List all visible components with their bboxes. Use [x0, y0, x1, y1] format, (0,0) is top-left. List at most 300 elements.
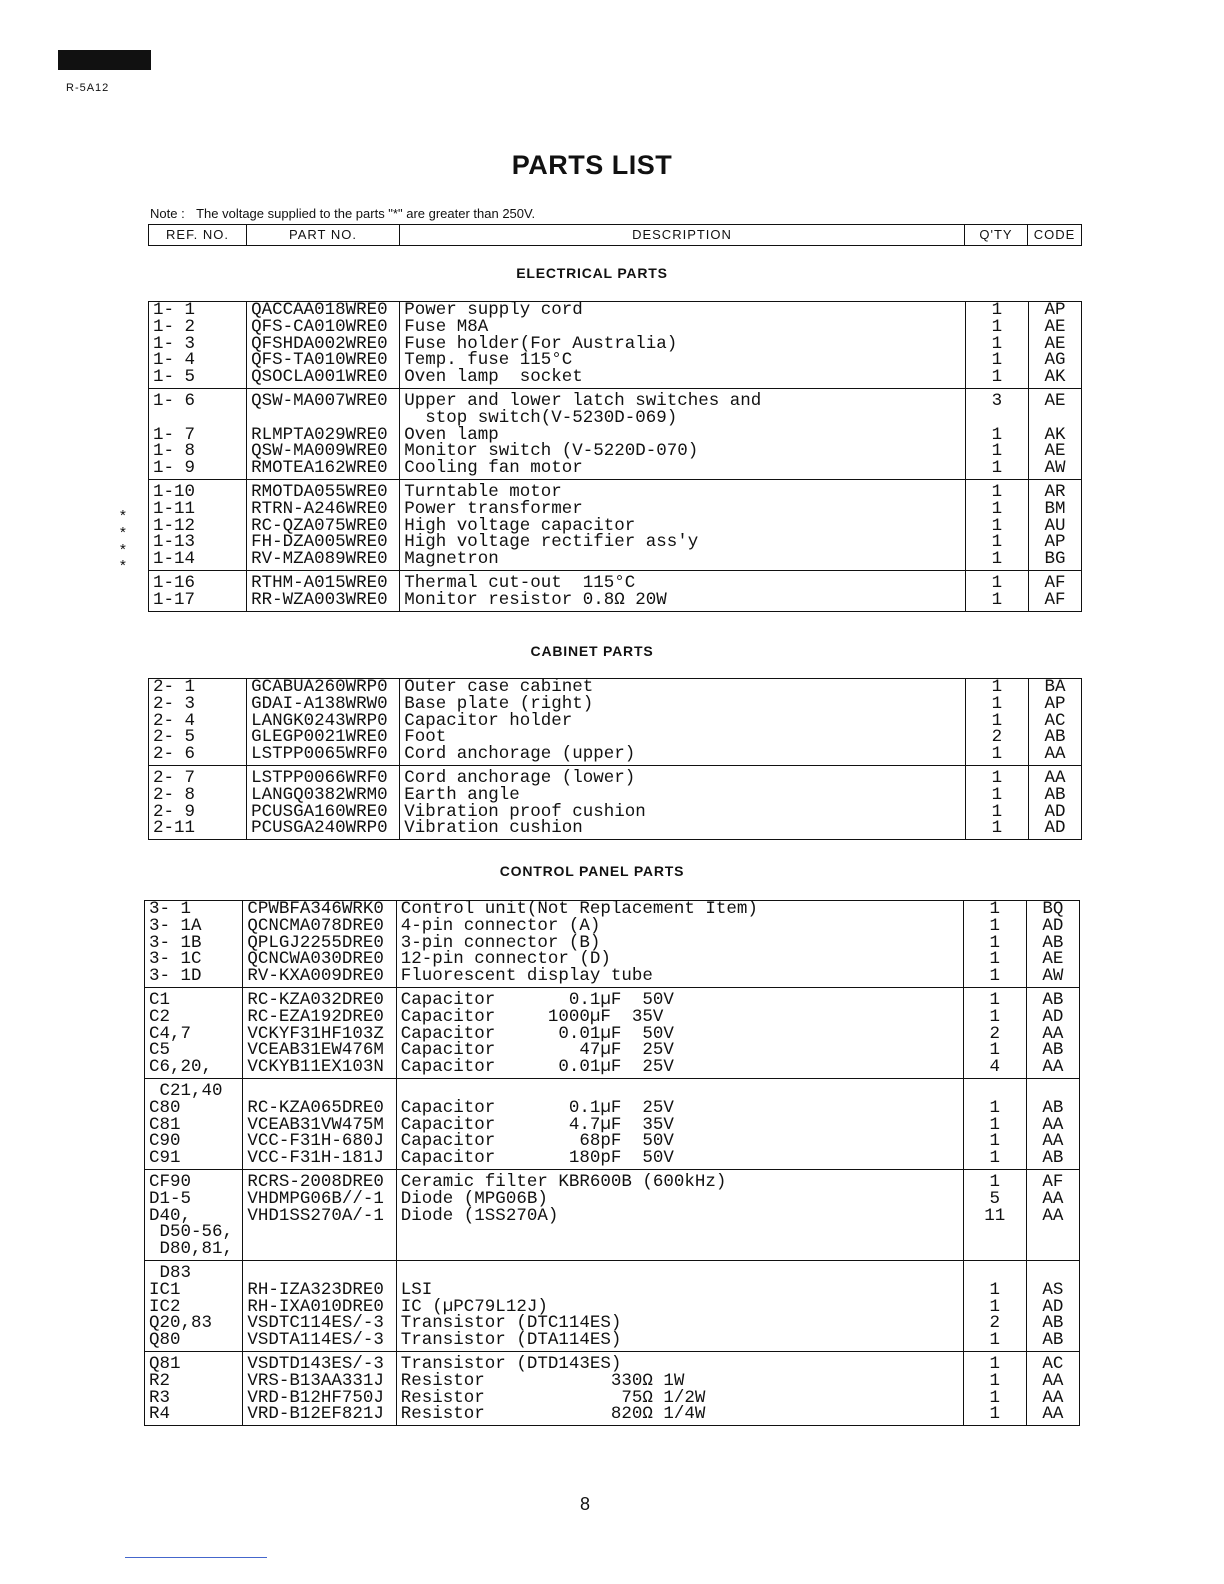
- table-row: [145, 968, 1080, 987]
- cell-qty: 1: [965, 804, 1028, 821]
- cell-part: VCKYF31HF103Z: [243, 1026, 396, 1043]
- cell-desc: Vibration proof cushion: [400, 804, 966, 821]
- cell-desc: Cord anchorage (lower): [400, 765, 966, 786]
- cell-qty: 1: [963, 1351, 1026, 1372]
- cell-part: QCNCWA030DRE0: [243, 951, 396, 968]
- cell-desc: Upper and lower latch switches and: [400, 388, 966, 409]
- cell-desc: Capacitor holder: [400, 713, 966, 730]
- table-row: [145, 1208, 1080, 1225]
- cell-desc: Capacitor 47µF 25V: [396, 1042, 963, 1059]
- table-row: [149, 765, 1082, 786]
- cell-desc: Base plate (right): [400, 696, 966, 713]
- table-row: [145, 1169, 1080, 1190]
- cell-qty: 1: [965, 551, 1028, 570]
- cell-code: AK: [1028, 427, 1081, 444]
- header-qty: Q'TY: [965, 225, 1028, 245]
- cell-ref: 1-13: [149, 534, 247, 551]
- cell-qty: 11: [963, 1208, 1026, 1225]
- cell-code: AE: [1026, 951, 1079, 968]
- star-marker: *: [120, 523, 126, 541]
- section-title-cabinet: CABINET PARTS: [530, 643, 654, 659]
- cell-desc: Power transformer: [400, 501, 966, 518]
- cell-ref: Q20,83: [145, 1315, 243, 1332]
- cell-ref: R4: [145, 1406, 243, 1425]
- cell-qty: 2: [963, 1315, 1026, 1332]
- cell-ref: Q81: [145, 1351, 243, 1372]
- cell-desc: Capacitor 0.01µF 50V: [396, 1026, 963, 1043]
- table-row: [145, 1351, 1080, 1372]
- cell-ref: 2- 1: [149, 679, 247, 696]
- cell-qty: 1: [963, 987, 1026, 1008]
- cell-desc: Monitor switch (V-5220D-070): [400, 443, 966, 460]
- cell-ref: 1-12: [149, 518, 247, 535]
- cell-part: VCEAB31EW476M: [243, 1042, 396, 1059]
- cell-code: [1026, 1260, 1079, 1281]
- cell-part: QFS-TA010WRE0: [247, 352, 400, 369]
- cell-part: VCC-F31H-181J: [243, 1150, 396, 1169]
- footer-line: [125, 1557, 267, 1558]
- cell-part: GLEGP0021WRE0: [247, 729, 400, 746]
- cell-desc: [396, 1241, 963, 1260]
- cell-ref: 2- 8: [149, 787, 247, 804]
- cell-qty: 1: [963, 1133, 1026, 1150]
- cell-qty: [963, 1078, 1026, 1099]
- cell-qty: 2: [965, 729, 1028, 746]
- cell-part: VRS-B13AA331J: [243, 1373, 396, 1390]
- cell-code: AP: [1028, 534, 1081, 551]
- cell-ref: 1- 5: [149, 369, 247, 388]
- cell-code: [1026, 1078, 1079, 1099]
- cell-qty: 1: [965, 427, 1028, 444]
- cell-desc: Capacitor 0.01µF 25V: [396, 1059, 963, 1078]
- table-header: [148, 224, 1082, 246]
- cell-ref: 2- 4: [149, 713, 247, 730]
- cell-qty: 1: [963, 1299, 1026, 1316]
- cell-qty: 3: [965, 388, 1028, 409]
- cell-ref: C4,7: [145, 1026, 243, 1043]
- cell-part: QACCAA018WRE0: [247, 302, 400, 319]
- cell-part: RC-KZA032DRE0: [243, 987, 396, 1008]
- cell-part: LSTPP0065WRF0: [247, 746, 400, 765]
- table-row: [149, 479, 1082, 500]
- cell-ref: C5: [145, 1042, 243, 1059]
- section-title-control-panel: CONTROL PANEL PARTS: [499, 863, 685, 879]
- cell-ref: D83: [145, 1260, 243, 1281]
- table-row: [145, 1059, 1080, 1078]
- cell-desc: High voltage rectifier ass'y: [400, 534, 966, 551]
- cell-desc: Capacitor 180pF 50V: [396, 1150, 963, 1169]
- cell-desc: Diode (MPG06B): [396, 1191, 963, 1208]
- cell-code: AA: [1026, 1026, 1079, 1043]
- cell-ref: 3- 1: [145, 901, 243, 918]
- cell-qty: 1: [965, 501, 1028, 518]
- cell-ref: 3- 1A: [145, 918, 243, 935]
- corner-black-bar: [58, 50, 151, 70]
- table-row: [149, 460, 1082, 479]
- cell-ref: 2- 3: [149, 696, 247, 713]
- cell-part: RMOTDA055WRE0: [247, 479, 400, 500]
- star-marker: *: [120, 507, 126, 524]
- cell-ref: 1- 7: [149, 427, 247, 444]
- cell-desc: High voltage capacitor: [400, 518, 966, 535]
- cell-ref: D80,81,: [145, 1241, 243, 1260]
- cell-desc: Oven lamp socket: [400, 369, 966, 388]
- cell-part: LANGK0243WRP0: [247, 713, 400, 730]
- cell-qty: 1: [963, 1390, 1026, 1407]
- cell-ref: R3: [145, 1390, 243, 1407]
- cell-code: AK: [1028, 369, 1081, 388]
- cell-desc: 3-pin connector (B): [396, 935, 963, 952]
- cell-desc: Transistor (DTA114ES): [396, 1332, 963, 1351]
- cell-qty: 1: [963, 935, 1026, 952]
- cell-code: AA: [1026, 1191, 1079, 1208]
- cell-ref: D1-5: [145, 1191, 243, 1208]
- table-row: [145, 1373, 1080, 1390]
- cell-part: [243, 1241, 396, 1260]
- table-row: [149, 570, 1082, 591]
- cell-qty: 4: [963, 1059, 1026, 1078]
- cell-desc: 4-pin connector (A): [396, 918, 963, 935]
- cell-ref: 2-11: [149, 820, 247, 839]
- cell-part: RV-KXA009DRE0: [243, 968, 396, 987]
- cell-qty: 1: [963, 1169, 1026, 1190]
- cell-code: AD: [1026, 1299, 1079, 1316]
- cell-code: [1026, 1224, 1079, 1241]
- cell-qty: 2: [963, 1026, 1026, 1043]
- cell-desc: Fluorescent display tube: [396, 968, 963, 987]
- cell-ref: 1-17: [149, 592, 247, 611]
- cell-ref: 2- 9: [149, 804, 247, 821]
- cell-qty: [963, 1224, 1026, 1241]
- cell-desc: Capacitor 1000µF 35V: [396, 1009, 963, 1026]
- cell-part: RMOTEA162WRE0: [247, 460, 400, 479]
- cell-qty: 1: [965, 460, 1028, 479]
- cell-desc: LSI: [396, 1282, 963, 1299]
- cell-desc: Thermal cut-out 115°C: [400, 570, 966, 591]
- cell-ref: C1: [145, 987, 243, 1008]
- cell-part: VCEAB31VW475M: [243, 1117, 396, 1134]
- table-row: [145, 1282, 1080, 1299]
- cell-qty: 1: [963, 918, 1026, 935]
- cell-qty: [963, 1260, 1026, 1281]
- cell-part: RC-KZA065DRE0: [243, 1100, 396, 1117]
- cell-code: AA: [1026, 1208, 1079, 1225]
- cell-desc: Transistor (DTD143ES): [396, 1351, 963, 1372]
- cell-desc: Cord anchorage (upper): [400, 746, 966, 765]
- cabinet-parts-table: [148, 678, 1082, 840]
- cell-code: [1026, 1241, 1079, 1260]
- cell-ref: CF90: [145, 1169, 243, 1190]
- cell-qty: 1: [963, 1100, 1026, 1117]
- cell-code: AS: [1026, 1282, 1079, 1299]
- cell-ref: 1- 4: [149, 352, 247, 369]
- cell-qty: 1: [965, 592, 1028, 611]
- cell-qty: 1: [963, 1282, 1026, 1299]
- cell-ref: C6,20,: [145, 1059, 243, 1078]
- cell-code: AF: [1026, 1169, 1079, 1190]
- cell-qty: 1: [965, 336, 1028, 353]
- cell-code: AC: [1028, 713, 1081, 730]
- cell-part: QSOCLA001WRE0: [247, 369, 400, 388]
- table-row: [149, 551, 1082, 570]
- cell-code: BM: [1028, 501, 1081, 518]
- table-row: [145, 1406, 1080, 1425]
- electrical-parts-table: [148, 301, 1082, 612]
- cell-code: AC: [1026, 1351, 1079, 1372]
- cell-desc: Outer case cabinet: [400, 679, 966, 696]
- cell-qty: 1: [963, 1406, 1026, 1425]
- table-row: [145, 1260, 1080, 1281]
- cell-code: AA: [1026, 1373, 1079, 1390]
- cell-part: VCKYB11EX103N: [243, 1059, 396, 1078]
- cell-ref: D50-56,: [145, 1224, 243, 1241]
- cell-qty: 5: [963, 1191, 1026, 1208]
- cell-desc: Fuse M8A: [400, 319, 966, 336]
- cell-qty: 1: [963, 1042, 1026, 1059]
- table-row: [149, 746, 1082, 765]
- cell-qty: 1: [965, 369, 1028, 388]
- cell-qty: 1: [965, 696, 1028, 713]
- table-row: [145, 1332, 1080, 1351]
- cell-code: AA: [1026, 1390, 1079, 1407]
- header-code: CODE: [1033, 227, 1076, 242]
- cell-ref: Q80: [145, 1332, 243, 1351]
- cell-code: AB: [1026, 1332, 1079, 1351]
- cell-part: RLMPTA029WRE0: [247, 427, 400, 444]
- cell-code: AE: [1028, 336, 1081, 353]
- cell-ref: 3- 1C: [145, 951, 243, 968]
- cell-ref: 1- 9: [149, 460, 247, 479]
- cell-code: AA: [1026, 1117, 1079, 1134]
- cell-qty: [963, 1241, 1026, 1260]
- cell-qty: 1: [965, 820, 1028, 839]
- cell-code: AU: [1028, 518, 1081, 535]
- cell-ref: C2: [145, 1009, 243, 1026]
- cell-code: AF: [1028, 570, 1081, 591]
- cell-desc: Capacitor 0.1µF 50V: [396, 987, 963, 1008]
- cell-desc: [396, 1078, 963, 1099]
- star-marker: *: [120, 557, 126, 575]
- cell-qty: 1: [965, 787, 1028, 804]
- cell-ref: C80: [145, 1100, 243, 1117]
- cell-part: RC-EZA192DRE0: [243, 1009, 396, 1026]
- cell-ref: 1- 1: [149, 302, 247, 319]
- cell-ref: 3- 1B: [145, 935, 243, 952]
- cell-code: AB: [1026, 1315, 1079, 1332]
- cell-code: AD: [1028, 804, 1081, 821]
- cell-part: RH-IZA323DRE0: [243, 1282, 396, 1299]
- header-ref: REF. NO.: [149, 225, 247, 245]
- cell-desc: stop switch(V-5230D-069): [400, 410, 966, 427]
- cell-qty: 1: [965, 479, 1028, 500]
- cell-desc: IC (µPC79L12J): [396, 1299, 963, 1316]
- cell-code: AB: [1026, 935, 1079, 952]
- cell-code: AB: [1026, 1042, 1079, 1059]
- cell-qty: 1: [965, 570, 1028, 591]
- cell-qty: 1: [965, 352, 1028, 369]
- cell-qty: 1: [963, 968, 1026, 987]
- cell-part: VSDTD143ES/-3: [243, 1351, 396, 1372]
- cell-qty: 1: [963, 951, 1026, 968]
- cell-desc: Foot: [400, 729, 966, 746]
- cell-code: AP: [1028, 696, 1081, 713]
- cell-code: AA: [1026, 1133, 1079, 1150]
- cell-code: AB: [1026, 1150, 1079, 1169]
- cell-desc: Resistor 75Ω 1/2W: [396, 1390, 963, 1407]
- cell-part: VSDTA114ES/-3: [243, 1332, 396, 1351]
- cell-desc: Transistor (DTC114ES): [396, 1315, 963, 1332]
- model-number: R-5A12: [66, 82, 110, 94]
- cell-ref: 1-11: [149, 501, 247, 518]
- table-row: [149, 369, 1082, 388]
- cell-desc: Ceramic filter KBR600B (600kHz): [396, 1169, 963, 1190]
- cell-part: GDAI-A138WRW0: [247, 696, 400, 713]
- cell-qty: 1: [963, 1150, 1026, 1169]
- cell-desc: 12-pin connector (D): [396, 951, 963, 968]
- cell-part: VCC-F31H-680J: [243, 1133, 396, 1150]
- cell-code: AB: [1026, 1100, 1079, 1117]
- cell-code: BQ: [1026, 901, 1079, 918]
- cell-part: [243, 1260, 396, 1281]
- cell-part: QFS-CA010WRE0: [247, 319, 400, 336]
- cell-part: PCUSGA160WRE0: [247, 804, 400, 821]
- cell-part: LSTPP0066WRF0: [247, 765, 400, 786]
- cell-code: AW: [1028, 460, 1081, 479]
- cell-code: AR: [1028, 479, 1081, 500]
- cell-desc: [396, 1260, 963, 1281]
- note: [150, 206, 535, 221]
- cell-part: QCNCMA078DRE0: [243, 918, 396, 935]
- cell-desc: Turntable motor: [400, 479, 966, 500]
- cell-code: BG: [1028, 551, 1081, 570]
- page-title: PARTS LIST: [511, 150, 673, 180]
- cell-desc: Magnetron: [400, 551, 966, 570]
- cell-code: AD: [1026, 918, 1079, 935]
- cell-part: RC-QZA075WRE0: [247, 518, 400, 535]
- cell-ref: D40,: [145, 1208, 243, 1225]
- cell-part: QPLGJ2255DRE0: [243, 935, 396, 952]
- cell-code: AE: [1028, 443, 1081, 460]
- cell-desc: Capacitor 68pF 50V: [396, 1133, 963, 1150]
- cell-desc: Oven lamp: [400, 427, 966, 444]
- cell-ref: 1-14: [149, 551, 247, 570]
- cell-part: CPWBFA346WRK0: [243, 901, 396, 918]
- table-row: [145, 1078, 1080, 1099]
- cell-qty: 1: [965, 679, 1028, 696]
- table-row: [145, 1150, 1080, 1169]
- note-text: The voltage supplied to the parts "*" are greater than 250V.: [196, 206, 536, 221]
- cell-code: AG: [1028, 352, 1081, 369]
- cell-part: RV-MZA089WRE0: [247, 551, 400, 570]
- section-title-electrical: ELECTRICAL PARTS: [516, 265, 668, 281]
- cell-part: VHD1SS270A/-1: [243, 1208, 396, 1225]
- cell-code: AA: [1026, 1406, 1079, 1425]
- cell-code: AD: [1028, 820, 1081, 839]
- cell-code: AE: [1028, 319, 1081, 336]
- cell-code: AF: [1028, 592, 1081, 611]
- cell-desc: Earth angle: [400, 787, 966, 804]
- cell-ref: IC2: [145, 1299, 243, 1316]
- table-row: [145, 1241, 1080, 1260]
- cell-part: VHDMPG06B//-1: [243, 1191, 396, 1208]
- cell-ref: 1- 8: [149, 443, 247, 460]
- cell-part: VRD-B12EF821J: [243, 1406, 396, 1425]
- cell-ref: 2- 6: [149, 746, 247, 765]
- cell-qty: 1: [965, 713, 1028, 730]
- table-row: [149, 388, 1082, 409]
- cell-ref: IC1: [145, 1282, 243, 1299]
- cell-ref: 3- 1D: [145, 968, 243, 987]
- cell-ref: 2- 5: [149, 729, 247, 746]
- cell-qty: 1: [965, 518, 1028, 535]
- cell-part: [243, 1078, 396, 1099]
- high-voltage-markers: [120, 508, 126, 575]
- cell-code: AA: [1026, 1059, 1079, 1078]
- table-row: [149, 592, 1082, 611]
- cell-code: AB: [1028, 729, 1081, 746]
- cell-part: LANGQ0382WRM0: [247, 787, 400, 804]
- cell-desc: Control unit(Not Replacement Item): [396, 901, 963, 918]
- cell-ref: C21,40: [145, 1078, 243, 1099]
- cell-desc: Capacitor 4.7µF 35V: [396, 1117, 963, 1134]
- cell-part: QSW-MA007WRE0: [247, 388, 400, 409]
- cell-part: [243, 1224, 396, 1241]
- cell-qty: 1: [963, 901, 1026, 918]
- note-label: Note :: [150, 206, 185, 221]
- cell-part: RR-WZA003WRE0: [247, 592, 400, 611]
- table-row: [145, 987, 1080, 1008]
- table-row: [149, 820, 1082, 839]
- cell-ref: C90: [145, 1133, 243, 1150]
- cell-code: AE: [1028, 388, 1081, 409]
- cell-part: RCRS-2008DRE0: [243, 1169, 396, 1190]
- cell-qty: 1: [965, 443, 1028, 460]
- cell-ref: 1- 3: [149, 336, 247, 353]
- cell-qty: 1: [965, 302, 1028, 319]
- cell-code: AA: [1028, 765, 1081, 786]
- cell-desc: Resistor 820Ω 1/4W: [396, 1406, 963, 1425]
- cell-desc: [396, 1224, 963, 1241]
- cell-ref: R2: [145, 1373, 243, 1390]
- cell-qty: 1: [965, 534, 1028, 551]
- star-marker: *: [120, 540, 126, 558]
- cell-part: QSW-MA009WRE0: [247, 443, 400, 460]
- cell-code: AB: [1028, 787, 1081, 804]
- cell-desc: Power supply cord: [400, 302, 966, 319]
- table-row: [145, 1224, 1080, 1241]
- cell-qty: 1: [963, 1117, 1026, 1134]
- control-panel-parts-table: [144, 900, 1080, 1426]
- cell-ref: C81: [145, 1117, 243, 1134]
- cell-desc: Fuse holder(For Australia): [400, 336, 966, 353]
- cell-desc: Diode (1SS270A): [396, 1208, 963, 1225]
- cell-qty: 1: [963, 1332, 1026, 1351]
- cell-desc: Capacitor 0.1µF 25V: [396, 1100, 963, 1117]
- cell-ref: 2- 7: [149, 765, 247, 786]
- cell-qty: 1: [963, 1373, 1026, 1390]
- cell-ref: 1- 6: [149, 388, 247, 409]
- cell-desc: Monitor resistor 0.8Ω 20W: [400, 592, 966, 611]
- cell-ref: 1- 2: [149, 319, 247, 336]
- header-part: PART NO.: [247, 225, 400, 245]
- cell-code: AW: [1026, 968, 1079, 987]
- page-number: 8: [579, 1494, 590, 1514]
- cell-desc: Cooling fan motor: [400, 460, 966, 479]
- cell-code: AA: [1028, 746, 1081, 765]
- cell-qty: 1: [965, 746, 1028, 765]
- cell-part: VRD-B12HF750J: [243, 1390, 396, 1407]
- cell-code: AP: [1028, 302, 1081, 319]
